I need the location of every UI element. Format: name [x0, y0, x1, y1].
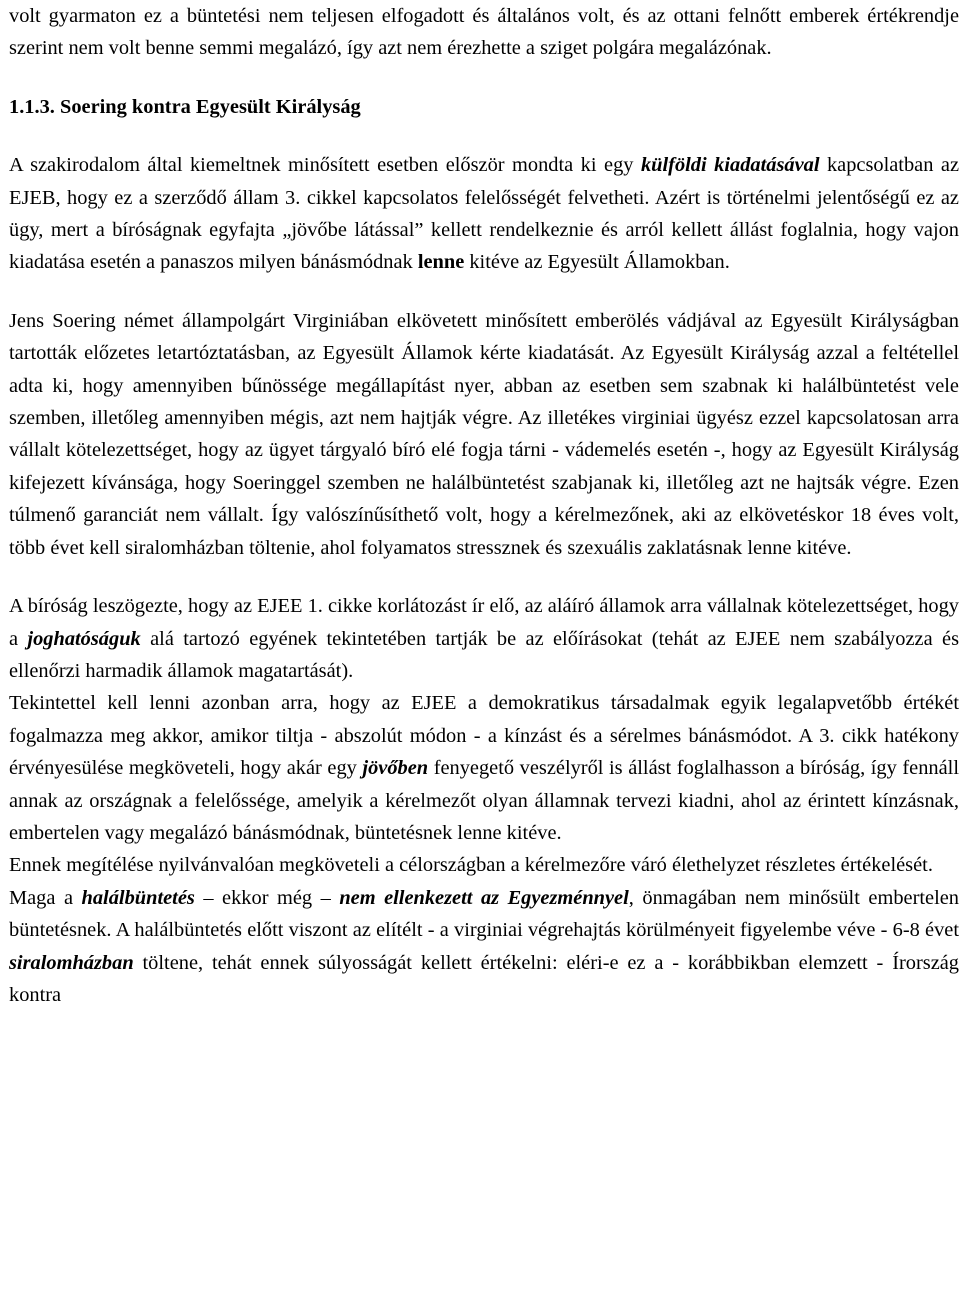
text-run: alá tartozó egyének tekintetében tartják be az előírásokat (tehát az EJEE nem szabályozza és ellenőrzi harmadik államok magatartását).: [9, 627, 960, 682]
emphasis-text: halálbüntetés: [81, 886, 195, 909]
paragraph-future-threat: [9, 687, 959, 849]
spacer: [9, 564, 959, 590]
emphasis-text: jövőben: [362, 757, 429, 780]
paragraph-facts: Jens Soering német állampolgárt Virginiában elkövetett minősített emberölés vádjával az Egyesült Királyságban tartották előzetes letartóztatásban, az Egyesült Államok kérte kiadatását. Az Egyesült Királyság azzal a feltétellel adta ki, hogy amennyiben bűnössége megállapítást nyer, abban az esetben sem szabnak ki halálbüntetést vele szemben, illetőleg amennyiben mégis, azt nem hajtják végre. Az illetékes virginiai ügyész ezzel kapcsolatosan arra vállalt kötelezettséget, hogy az ügyet tárgyaló bíró elé fogja tárni - vádemelés esetén -, hogy az Egyesült Királyság kifejezett kívánsága, hogy Soeringgel szemben ne halálbüntetést szabjanak ki, illetőleg azt ne hajtsák végre. Ezen túlmenő garanciát nem vállalt. Így valószínűsíthető volt, hogy a kérelmezőnek, aki az elkövetéskor 18 éves volt, több évet kell siralomházban töltenie, ahol folyamatos stressznek és szexuális zaklatásnak lenne kitéve.: [9, 309, 959, 559]
text-run: , önmagában nem minősült embertelen büntetésnek. A halálbüntetés előtt viszont az elítélt - a virginiai végrehajtás körülményeit figyelembe véve - 6-8 évet: [9, 886, 959, 942]
paragraph-death-penalty: [9, 882, 959, 1012]
text-run: kitéve az Egyesült Államokban.: [464, 251, 730, 274]
emphasis-text: külföldi kiadatásával: [640, 154, 820, 177]
section-heading: 1.1.3. Soering kontra Egyesült Királyság: [9, 95, 361, 118]
emphasis-text: siralomházban: [9, 951, 134, 974]
spacer: [9, 123, 959, 149]
paragraph-court-finding: [9, 590, 959, 687]
spacer: [9, 279, 959, 305]
emphasis-text: nem ellenkezett az Egyezménnyel: [339, 886, 629, 909]
paragraph-soering-intro: [9, 149, 959, 279]
text-run: A bíróság leszögezte, hogy az EJEE 1. cikke korlátozást ír elő, az aláíró államok arra vállalnak kötelezettséget, hogy a: [9, 595, 959, 650]
paragraph-assessment: Ennek megítélése nyilvánvalóan megköveteli a célországban a kérelmezőre váró élethelyzet részletes értékelését.: [9, 854, 933, 877]
text-run: Maga a: [9, 886, 82, 909]
text-run: – ekkor még –: [194, 886, 340, 909]
text-run: Tekintettel kell lenni azonban arra, hogy az EJEE a demokratikus társadalmak egyik legalapvetőbb értékét fogalmazza meg akkor, amikor tiltja - abszolút módon - a kínzást és a sérelmes bánásmódot. A 3. cikk hatékony érvényesülése megköveteli, hogy akár egy: [9, 692, 959, 780]
document-page: [9, 0, 959, 1011]
paragraph-intro: volt gyarmaton ez a büntetési nem teljesen elfogadott és általános volt, és az ottani felnőtt emberek értékrendje szerint nem volt benne semmi megalázó, így azt nem érezhette a sziget polgára megalázónak.: [9, 5, 959, 60]
text-run: töltene, tehát ennek súlyosságát kellett értékelni: eléri-e ez a - korábbikban elemzett - Írország kontra: [9, 951, 959, 1006]
spacer: [9, 65, 959, 91]
text-run: kapcsolatban az EJEB, hogy ez a szerződő állam 3. cikkel kapcsolatos felelősségét felvetheti. Azért is történelmi jelentőségű ez az ügy, mert a bíróságnak egyfajta „jövőbe látással” kellett rendelkeznie és arról kellett állást foglalnia, hogy vajon kiadatása esetén a panaszos milyen bánásmódnak: [9, 154, 959, 274]
text-run: fenyegető veszélyről is állást foglalhasson a bíróság, így fennáll annak az országnak a felelőssége, amelyik a kérelmezőt olyan államnak tervezi kiadni, ahol az érintett kínzásnak, embertelen vagy megalázó bánásmódnak, büntetésnek lenne kitéve.: [9, 757, 959, 844]
bold-text: lenne: [417, 251, 465, 274]
text-run: A szakirodalom által kiemeltnek minősített esetben először mondta ki egy: [9, 154, 641, 177]
emphasis-text: joghatóságuk: [27, 627, 141, 650]
